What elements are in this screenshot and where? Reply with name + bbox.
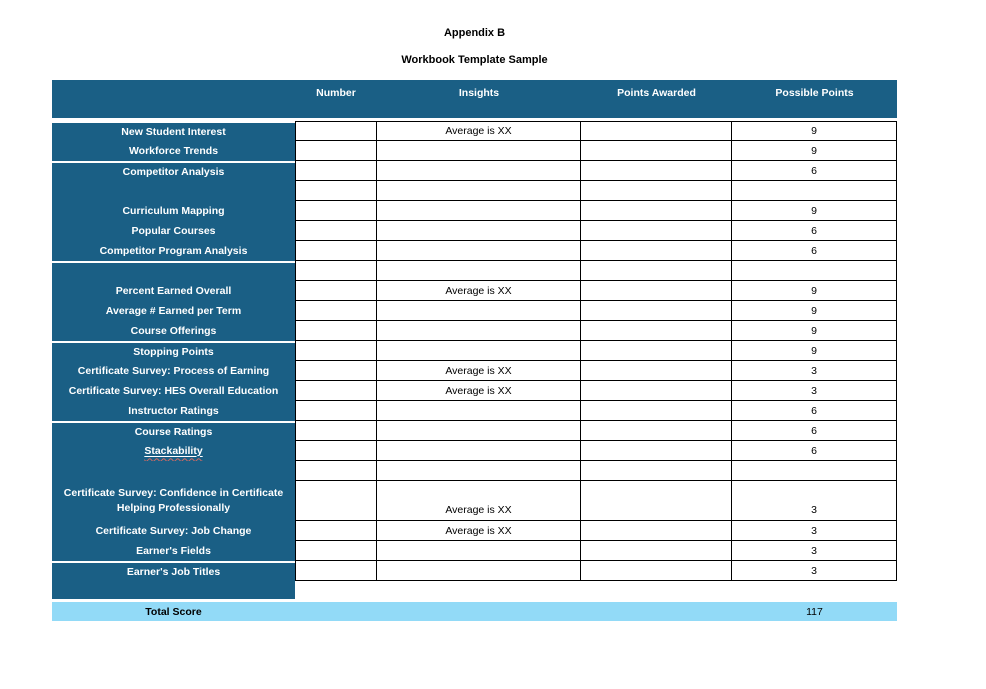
points-awarded-cell — [581, 221, 732, 241]
row-label: Workforce Trends — [128, 144, 219, 157]
insights-cell: Average is XX — [377, 281, 581, 301]
row-label-cell — [52, 241, 295, 261]
points-awarded-cell — [581, 301, 732, 321]
insights-cell: Average is XX — [377, 361, 581, 381]
possible-points-cell: 6 — [732, 421, 897, 441]
possible-points-cell: 6 — [732, 221, 897, 241]
row-label: Certificate Survey: Confidence in Certificate Helping Professionally — [63, 487, 284, 514]
table-header-row — [52, 80, 897, 121]
row-label-cell — [52, 361, 295, 381]
row-label: Course Offerings — [130, 324, 217, 337]
points-awarded-cell — [581, 261, 732, 281]
insights-cell — [377, 141, 581, 161]
number-cell — [295, 421, 377, 441]
insights-cell: Average is XX — [377, 481, 581, 521]
row-label-cell — [52, 481, 295, 521]
column-header-possible-points: Possible Points — [775, 87, 854, 99]
possible-points-cell: 9 — [732, 341, 897, 361]
points-awarded-cell — [581, 141, 732, 161]
column-header-points-awarded: Points Awarded — [617, 87, 696, 99]
possible-points-cell: 6 — [732, 401, 897, 421]
possible-points-cell: 9 — [732, 281, 897, 301]
possible-points-cell: 9 — [732, 141, 897, 161]
page-title: Workbook Template Sample — [401, 54, 548, 66]
insights-cell — [377, 401, 581, 421]
table-row — [52, 541, 897, 561]
number-cell — [295, 261, 377, 281]
possible-points-cell: 3 — [732, 521, 897, 541]
table-row — [52, 181, 897, 201]
number-cell — [295, 281, 377, 301]
insights-cell: Average is XX — [377, 521, 581, 541]
insights-cell — [377, 181, 581, 201]
table-row — [52, 161, 897, 181]
row-label-cell — [52, 461, 295, 481]
points-awarded-cell — [581, 421, 732, 441]
insights-cell — [377, 541, 581, 561]
row-label-cell — [52, 521, 295, 541]
row-label: Certificate Survey: Job Change — [95, 524, 252, 537]
possible-points-cell — [732, 461, 897, 481]
row-label: Curriculum Mapping — [122, 204, 225, 217]
points-awarded-cell — [581, 341, 732, 361]
row-label-cell — [52, 201, 295, 221]
points-awarded-cell — [581, 121, 732, 141]
row-label-cell — [52, 381, 295, 401]
number-cell — [295, 401, 377, 421]
number-cell — [295, 201, 377, 221]
points-awarded-cell — [581, 321, 732, 341]
row-label: Earner's Job Titles — [126, 565, 221, 578]
points-awarded-cell — [581, 461, 732, 481]
row-label: Certificate Survey: Process of Earning — [77, 364, 270, 377]
row-label: Certificate Survey: HES Overall Education — [68, 384, 279, 397]
insights-cell: Average is XX — [377, 121, 581, 141]
points-awarded-cell — [581, 281, 732, 301]
number-cell — [295, 341, 377, 361]
row-label: Earner's Fields — [136, 544, 211, 557]
table-row — [52, 401, 897, 421]
row-label: Popular Courses — [131, 224, 216, 237]
column-header-number: Number — [316, 87, 356, 99]
row-label-cell — [52, 301, 295, 321]
insights-cell — [377, 561, 581, 581]
insights-cell — [377, 441, 581, 461]
table-row — [52, 141, 897, 161]
possible-points-cell: 9 — [732, 121, 897, 141]
number-cell — [295, 561, 377, 581]
possible-points-cell: 6 — [732, 241, 897, 261]
possible-points-cell — [732, 261, 897, 281]
table-row — [52, 241, 897, 261]
number-cell — [295, 241, 377, 261]
table-row — [52, 281, 897, 301]
row-label: New Student Interest — [121, 125, 226, 138]
possible-points-cell: 3 — [732, 381, 897, 401]
squiggle-underline — [144, 445, 202, 457]
row-label: Competitor Program Analysis — [99, 244, 248, 257]
points-awarded-cell — [581, 481, 732, 521]
insights-cell — [377, 241, 581, 261]
table-row — [52, 381, 897, 401]
total-score-label: Total Score — [145, 605, 202, 618]
row-label: Average # Earned per Term — [105, 304, 242, 317]
possible-points-cell: 3 — [732, 541, 897, 561]
points-awarded-cell — [581, 561, 732, 581]
number-cell — [295, 461, 377, 481]
workbook-table — [52, 80, 897, 621]
possible-points-cell: 9 — [732, 301, 897, 321]
total-score-value: 117 — [806, 605, 823, 618]
number-cell — [295, 321, 377, 341]
header-label-spacer — [52, 80, 295, 118]
possible-points-cell: 3 — [732, 361, 897, 381]
row-label-cell — [52, 321, 295, 341]
number-cell — [295, 481, 377, 521]
row-label: Competitor Analysis — [122, 165, 225, 178]
squiggle-underline-text: Stackability — [144, 444, 203, 457]
possible-points-cell: 9 — [732, 321, 897, 341]
table-row — [52, 121, 897, 141]
table-row — [52, 561, 897, 581]
row-label: Percent Earned Overall — [115, 284, 232, 297]
number-cell — [295, 521, 377, 541]
total-score-row — [52, 602, 897, 621]
insights-cell — [377, 341, 581, 361]
possible-points-cell: 6 — [732, 161, 897, 181]
table-row — [52, 341, 897, 361]
row-label-cell — [52, 401, 295, 421]
number-cell — [295, 541, 377, 561]
points-awarded-cell — [581, 381, 732, 401]
insights-cell — [377, 301, 581, 321]
number-cell — [295, 161, 377, 181]
sidebar-filler-block — [52, 581, 295, 599]
row-label: Course Ratings — [134, 425, 213, 438]
row-label-cell — [52, 341, 295, 361]
insights-cell — [377, 201, 581, 221]
column-header-insights: Insights — [458, 87, 500, 99]
points-awarded-cell — [581, 181, 732, 201]
points-awarded-cell — [581, 201, 732, 221]
row-label-cell — [52, 221, 295, 241]
row-label-cell — [52, 121, 295, 141]
row-label-cell — [52, 561, 295, 581]
possible-points-cell: 3 — [732, 561, 897, 581]
row-label-cell — [52, 261, 295, 281]
row-label-cell — [52, 181, 295, 201]
table-row — [52, 421, 897, 441]
number-cell — [295, 301, 377, 321]
number-cell — [295, 121, 377, 141]
insights-cell — [377, 261, 581, 281]
points-awarded-cell — [581, 541, 732, 561]
table-row — [52, 461, 897, 481]
points-awarded-cell — [581, 441, 732, 461]
sidebar-filler — [52, 581, 897, 599]
table-row — [52, 221, 897, 241]
number-cell — [295, 221, 377, 241]
appendix-title: Appendix B — [443, 27, 506, 39]
row-label-cell — [52, 421, 295, 441]
row-label: Stopping Points — [133, 345, 214, 358]
insights-cell — [377, 321, 581, 341]
row-label-cell — [52, 141, 295, 161]
table-row — [52, 481, 897, 521]
points-awarded-cell — [581, 401, 732, 421]
insights-cell — [377, 221, 581, 241]
points-awarded-cell — [581, 241, 732, 261]
table-row — [52, 261, 897, 281]
insights-cell: Average is XX — [377, 381, 581, 401]
table-row — [52, 361, 897, 381]
points-awarded-cell — [581, 161, 732, 181]
points-awarded-cell — [581, 361, 732, 381]
table-body — [52, 121, 897, 581]
row-label-cell — [52, 281, 295, 301]
insights-cell — [377, 421, 581, 441]
table-row — [52, 201, 897, 221]
row-label-cell — [52, 541, 295, 561]
possible-points-cell: 6 — [732, 441, 897, 461]
table-row — [52, 441, 897, 461]
insights-cell — [377, 461, 581, 481]
row-label: Instructor Ratings — [128, 404, 219, 417]
possible-points-cell — [732, 181, 897, 201]
number-cell — [295, 361, 377, 381]
possible-points-cell: 3 — [732, 481, 897, 521]
row-label-cell — [52, 161, 295, 181]
table-row — [52, 521, 897, 541]
row-label — [144, 444, 202, 459]
number-cell — [295, 441, 377, 461]
number-cell — [295, 381, 377, 401]
row-label-cell — [52, 441, 295, 461]
possible-points-cell: 9 — [732, 201, 897, 221]
insights-cell — [377, 161, 581, 181]
table-row — [52, 301, 897, 321]
table-row — [52, 321, 897, 341]
number-cell — [295, 181, 377, 201]
number-cell — [295, 141, 377, 161]
points-awarded-cell — [581, 521, 732, 541]
